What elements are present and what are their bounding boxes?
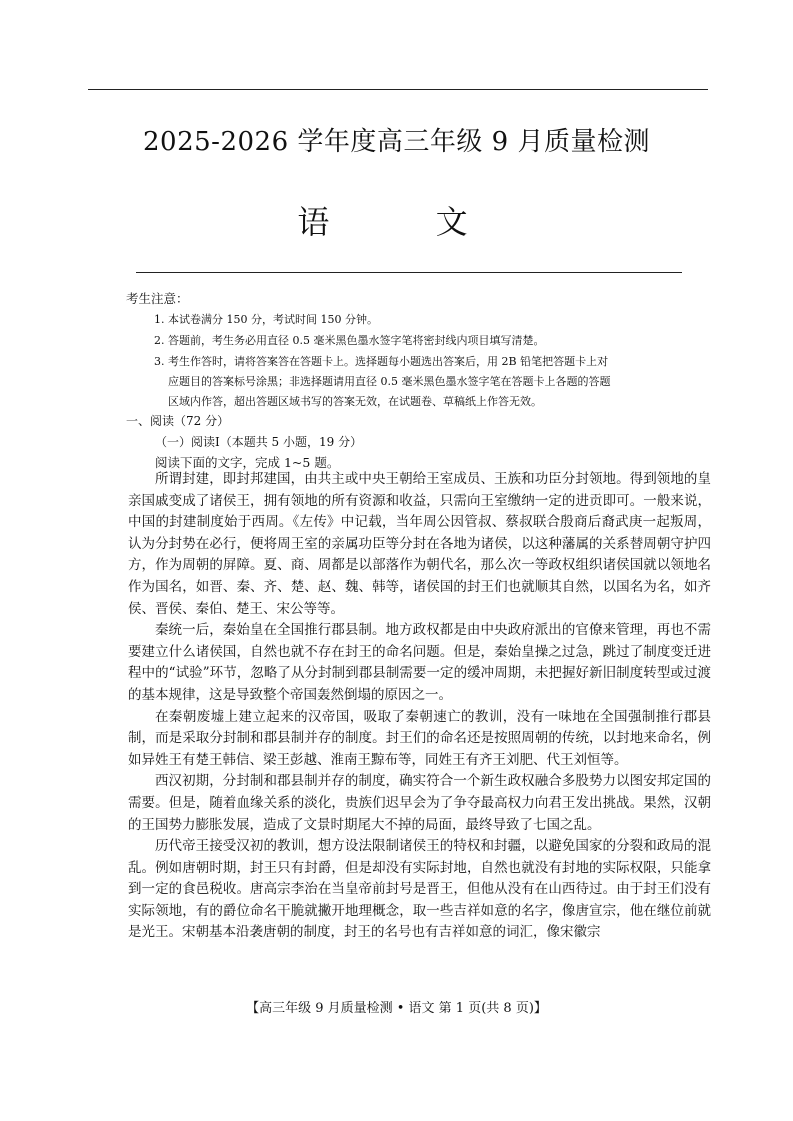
notice-item: 2. 答题前，考生务必用直径 0.5 毫米黑色墨水签字笔将密封线内项目填写清楚。: [154, 334, 545, 347]
reading-passage: [128, 469, 711, 944]
subject-title: 语 文: [297, 203, 516, 241]
passage-paragraph: 所谓封建，即封邦建国，由共主或中央王朝给王室成员、王族和功臣分封领地。得到领地的皇亲国戚变成了诸侯王，拥有领地的所有资源和收益，只需向王室缴纳一定的进贡即可。一般来说，中国的封建制度始于西周。《左传》中记载，当年周公因管叔、蔡叔联合殷商后裔武庚一起叛周，认为分封势在必行，便将周王室的亲属功臣等分封在各地为诸侯，以这种藩属的关系替周朝守护四方，作为周朝的屏障。夏、商、周都是以部落作为朝代名，那么次一等政权组织诸侯国就以领地名作为国名，如晋、秦、齐、楚、赵、魏、韩等，诸侯国的封王们也就顺其自然，以国名为名，如齐侯、晋侯、秦伯、楚王、宋公等等。: [128, 471, 711, 617]
exam-title: 2025-2026 学年度高三年级 9 月质量检测: [143, 127, 650, 157]
passage-paragraph: 历代帝王接受汉初的教训，想方设法限制诸侯王的特权和封疆，以避免国家的分裂和政局的混乱。例如唐朝时期，封王只有封爵，但是却没有实际封地，自然也就没有封地的实际权限，只能拿到一定的食邑税收。唐高宗李治在当皇帝前封号是晋王，但他从没有在山西待过。由于封王们没有实际领地，有的爵位命名干脆就撇开地理概念，取一些吉祥如意的名字，像唐宣宗，他在继位前就是光王。宋朝基本沿袭唐朝的制度，封王的名号也有吉祥如意的词汇，像宋徽宗: [128, 838, 711, 941]
notice-item-continued: 区域内作答，超出答题区域书写的答案无效，在试题卷、草稿纸上作答无效。: [168, 395, 542, 408]
passage-paragraph: 秦统一后，秦始皇在全国推行郡县制。地方政权都是由中央政府派出的官僚来管理，再也不需要建立什么诸侯国，自然也就不存在封王的命名问题。但是，秦始皇操之过急，跳过了制度变迁进程中的“试验”环节，忽略了从分封制到郡县制需要一定的缓冲周期，未把握好新旧制度转型或过渡的基本规律，这是导致整个帝国轰然倒塌的原因之一。: [128, 622, 711, 703]
page-footer: 【高三年级 9 月质量检测 • 语文 第 1 页(共 8 页)】: [246, 1001, 547, 1016]
reading-instruction: 阅读下面的文字，完成 1~5 题。: [155, 455, 340, 470]
top-divider: [88, 89, 708, 90]
title-divider: [136, 272, 682, 273]
passage-paragraph: 西汉初期，分封制和郡县制并存的制度，确实符合一个新生政权融合多股势力以图安邦定国的需要。但是，随着血缘关系的淡化，贵族们迟早会为了争夺最高权力向君王发出挑战。果然，汉朝的王国势力膨胀发展，造成了文景时期尾大不掉的局面，最终导致了七国之乱。: [128, 773, 711, 833]
candidate-notice: [126, 289, 726, 412]
notice-item: 3. 考生作答时，请将答案答在答题卡上。选择题每小题选出答案后，用 2B 铅笔把答题卡上对: [154, 355, 609, 368]
section-heading: 一、阅读（72 分）: [126, 414, 230, 428]
notice-heading: 考生注意：: [126, 291, 189, 306]
subsection-heading: （一）阅读Ⅰ（本题共 5 小题，19 分）: [155, 435, 363, 449]
notice-item: 1. 本试卷满分 150 分，考试时间 150 分钟。: [154, 313, 378, 326]
passage-paragraph: 在秦朝废墟上建立起来的汉帝国，吸取了秦朝速亡的教训，没有一味地在全国强制推行郡县制，而是采取分封制和郡县制并存的制度。封王们的命名还是按照周朝的传统，以封地来命名，例如异姓王有楚王韩信、梁王彭越、淮南王黥布等，同姓王有齐王刘肥、代王刘恒等。: [128, 708, 711, 768]
notice-item-continued: 应题目的答案标号涂黑；非选择题请用直径 0.5 毫米黑色墨水签字笔在答题卡上各题的答题: [168, 375, 611, 388]
